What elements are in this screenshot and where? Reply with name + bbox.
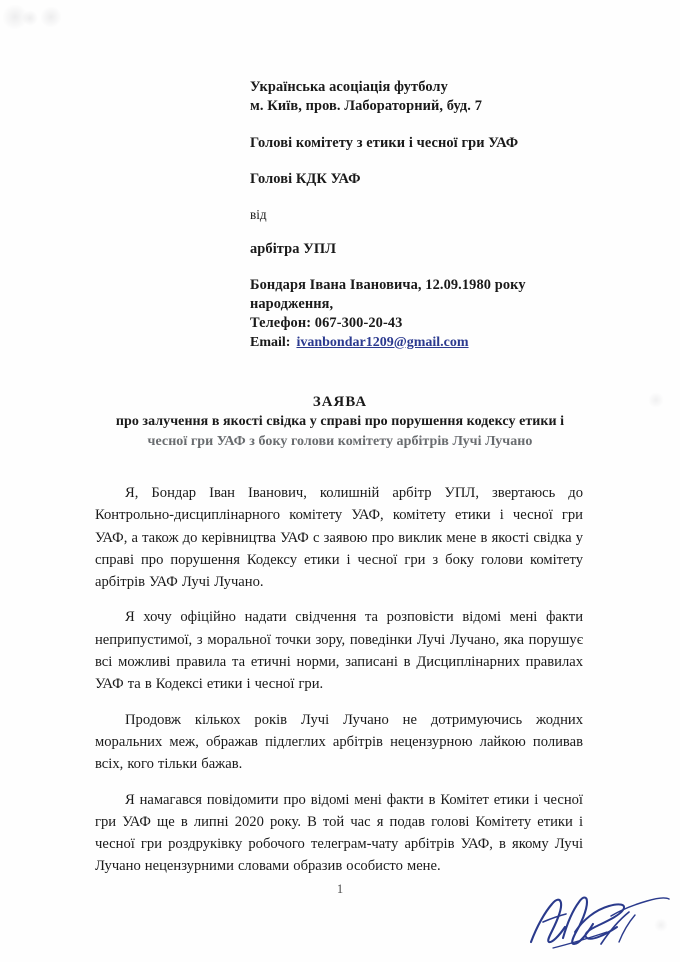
letter-header-block	[250, 78, 590, 352]
title-subtitle-line-2: чесної гри УАФ з боку голови комітету арбітрів Лучі Лучано	[147, 433, 533, 449]
body-paragraph: Я, Бондар Іван Іванович, колишній арбітр УПЛ, звертаюсь до Контрольно-дисциплінарного комітету УАФ, комітету етики і чесної гри УАФ, а також до керівництва УАФ с заявою про виклик мене в якості свідка у справі про порушення Кодексу етики і чесної гри з боку голови комітету арбітрів УАФ Лучі Лучано.	[95, 485, 583, 591]
page-number: 1	[336, 882, 344, 896]
scan-artifact	[648, 392, 664, 408]
scan-artifact	[22, 10, 38, 26]
sender-role: арбітра УПЛ	[250, 241, 337, 257]
body-paragraph: Я хочу офіційно надати свідчення та розповісти відомі мені факти неприпустимої, з моральної точки зору, поведінки Лучі Лучано, яка порушує всі можливі правила та етичні норми, записані в Дисциплінарних правилах УАФ та в Кодексі етики і чесної гри.	[95, 609, 583, 693]
title-subtitle-line-1: про залучення в якості свідка у справі про порушення кодексу етики і	[115, 414, 565, 429]
sender-name: Бондаря Івана Івановича, 12.09.1980 року	[250, 277, 526, 293]
sender-email-row	[250, 333, 590, 352]
recipient-kdk: Голові КДК УАФ	[250, 171, 361, 187]
body-paragraph: Я намагався повідомити про відомі мені факти в Комітет етики і чесної гри УАФ ще в липні 2020 року. В той час я подав голові Комітету етики і чесної гри роздруківку робочого телеграм-чату арбітрів УАФ, в якому Лучі Лучано нецензурними словами образив особисто мене.	[95, 791, 583, 875]
document-body	[95, 482, 583, 878]
sender-phone: Телефон: 067-300-20-43	[250, 315, 403, 331]
scan-artifact	[2, 4, 28, 30]
organization-name: Українська асоціація футболу	[250, 79, 448, 95]
document-title-block	[60, 392, 620, 451]
page-title: ЗАЯВА	[312, 394, 368, 410]
from-label: від	[250, 207, 267, 222]
email-link[interactable]: ivanbondar1209@gmail.com	[296, 335, 469, 350]
body-paragraph: Продовж кількох років Лучі Лучано не дотримуючись жодних моральних меж, ображав підлеглих арбітрів нецензурною лайкою поливав всіх, кого тільки бажав.	[95, 711, 583, 773]
sender-name-continued: народження,	[250, 296, 334, 312]
scan-artifact	[40, 6, 62, 28]
recipient-ethics-committee: Голові комітету з етики і чесної гри УАФ	[250, 135, 519, 151]
handwritten-signature	[523, 882, 673, 960]
email-label: Email:	[250, 335, 291, 350]
organization-address: м. Київ, пров. Лабораторний, буд. 7	[250, 98, 482, 114]
